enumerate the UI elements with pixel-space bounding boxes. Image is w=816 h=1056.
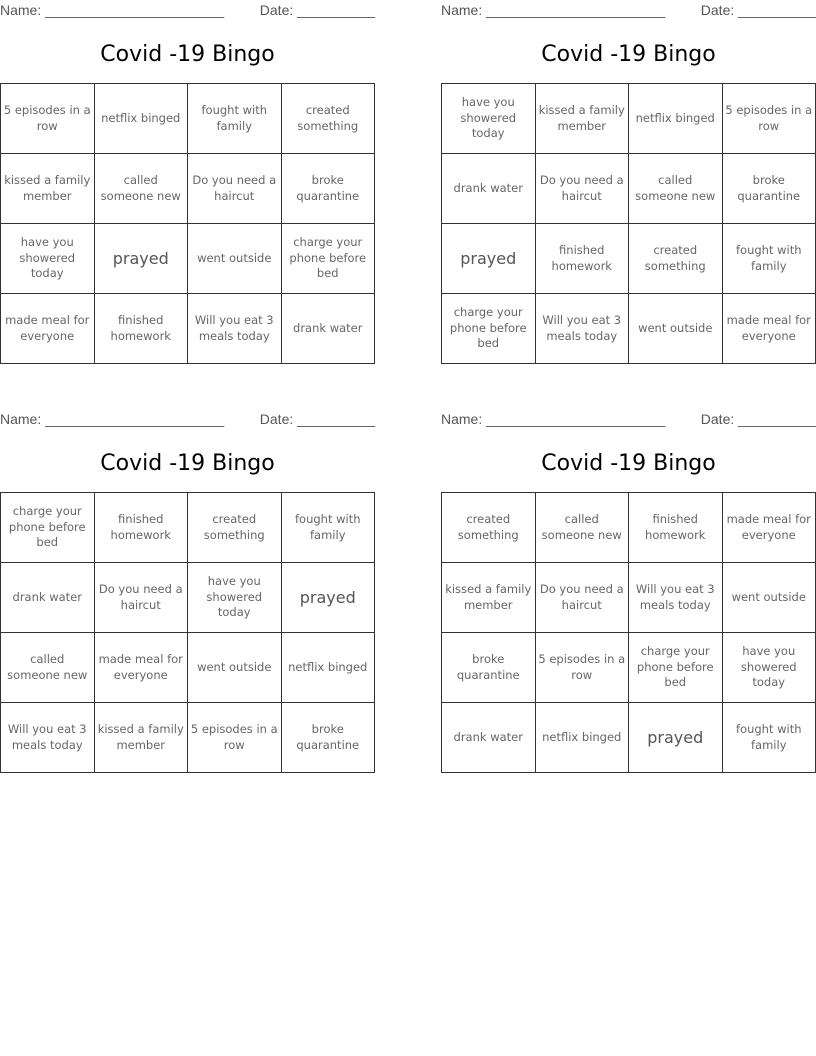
bingo-cell: made meal for everyone: [1, 294, 95, 364]
bingo-cell: went outside: [188, 633, 282, 703]
bingo-cell: charge your phone before bed: [442, 294, 536, 364]
name-field: Name: _______________________: [0, 411, 225, 427]
bingo-cell: finished homework: [95, 493, 189, 563]
bingo-cell: fought with family: [282, 493, 376, 563]
bingo-grid: [0, 83, 375, 364]
bingo-cell: netflix binged: [629, 84, 723, 154]
bingo-cell: charge your phone before bed: [629, 633, 723, 703]
name-field: Name: _______________________: [441, 2, 666, 18]
bingo-cell: have you showered today: [723, 633, 816, 703]
bingo-cell: 5 episodes in a row: [723, 84, 816, 154]
bingo-card-4: [441, 409, 816, 773]
bingo-cell: have you showered today: [442, 84, 536, 154]
bingo-cell: made meal for everyone: [95, 633, 189, 703]
bingo-cell: fought with family: [188, 84, 282, 154]
bingo-cell: Will you eat 3 meals today: [188, 294, 282, 364]
bingo-cell: prayed: [629, 703, 723, 773]
bingo-cell: kissed a family member: [442, 563, 536, 633]
bingo-cell: prayed: [442, 224, 536, 294]
bingo-cell: called someone new: [629, 154, 723, 224]
bingo-card-2: [441, 0, 816, 364]
card-title: Covid -19 Bingo: [100, 42, 275, 67]
bingo-cell: 5 episodes in a row: [536, 633, 630, 703]
bingo-cell: Will you eat 3 meals today: [1, 703, 95, 773]
bingo-card-3: [0, 409, 375, 773]
bingo-cell: netflix binged: [536, 703, 630, 773]
bingo-cell: Will you eat 3 meals today: [629, 563, 723, 633]
bingo-cell: finished homework: [629, 493, 723, 563]
bingo-cell: Do you need a haircut: [95, 563, 189, 633]
bingo-cell: finished homework: [536, 224, 630, 294]
bingo-cell: Will you eat 3 meals today: [536, 294, 630, 364]
bingo-cell: have you showered today: [188, 563, 282, 633]
card-header: [441, 0, 816, 22]
bingo-cell: kissed a family member: [536, 84, 630, 154]
name-field: Name: _______________________: [441, 411, 666, 427]
bingo-cell: made meal for everyone: [723, 493, 816, 563]
bingo-grid: [441, 83, 816, 364]
date-field: Date: __________: [259, 411, 375, 427]
bingo-cell: Do you need a haircut: [188, 154, 282, 224]
bingo-cell: drank water: [442, 703, 536, 773]
bingo-cell: prayed: [95, 224, 189, 294]
bingo-cell: broke quarantine: [723, 154, 816, 224]
bingo-cell: created something: [188, 493, 282, 563]
card-title: Covid -19 Bingo: [541, 42, 716, 67]
card-header: [0, 0, 375, 22]
bingo-cell: netflix binged: [282, 633, 376, 703]
bingo-cell: broke quarantine: [442, 633, 536, 703]
bingo-cell: Do you need a haircut: [536, 154, 630, 224]
bingo-grid: [0, 492, 375, 773]
bingo-cell: created something: [282, 84, 376, 154]
bingo-cell: prayed: [282, 563, 376, 633]
bingo-cell: have you showered today: [1, 224, 95, 294]
bingo-cell: charge your phone before bed: [1, 493, 95, 563]
bingo-cell: made meal for everyone: [723, 294, 816, 364]
bingo-cell: created something: [629, 224, 723, 294]
bingo-cell: 5 episodes in a row: [1, 84, 95, 154]
bingo-cell: created something: [442, 493, 536, 563]
bingo-cell: fought with family: [723, 224, 816, 294]
card-title: Covid -19 Bingo: [541, 451, 716, 476]
card-header: [0, 409, 375, 431]
bingo-cell: drank water: [442, 154, 536, 224]
bingo-cell: broke quarantine: [282, 154, 376, 224]
bingo-cell: drank water: [1, 563, 95, 633]
bingo-cell: finished homework: [95, 294, 189, 364]
card-title: Covid -19 Bingo: [100, 451, 275, 476]
bingo-cell: broke quarantine: [282, 703, 376, 773]
bingo-cell: called someone new: [536, 493, 630, 563]
date-field: Date: __________: [259, 2, 375, 18]
bingo-cell: called someone new: [95, 154, 189, 224]
bingo-cell: went outside: [723, 563, 816, 633]
bingo-cell: charge your phone before bed: [282, 224, 376, 294]
bingo-card-1: [0, 0, 375, 364]
bingo-cell: kissed a family member: [1, 154, 95, 224]
bingo-cell: went outside: [188, 224, 282, 294]
bingo-cell: fought with family: [723, 703, 816, 773]
date-field: Date: __________: [700, 411, 816, 427]
bingo-cell: called someone new: [1, 633, 95, 703]
card-header: [441, 409, 816, 431]
bingo-grid: [441, 492, 816, 773]
bingo-cell: kissed a family member: [95, 703, 189, 773]
name-field: Name: _______________________: [0, 2, 225, 18]
bingo-cell: 5 episodes in a row: [188, 703, 282, 773]
bingo-cell: went outside: [629, 294, 723, 364]
date-field: Date: __________: [700, 2, 816, 18]
bingo-cell: netflix binged: [95, 84, 189, 154]
bingo-cell: drank water: [282, 294, 376, 364]
bingo-cell: Do you need a haircut: [536, 563, 630, 633]
